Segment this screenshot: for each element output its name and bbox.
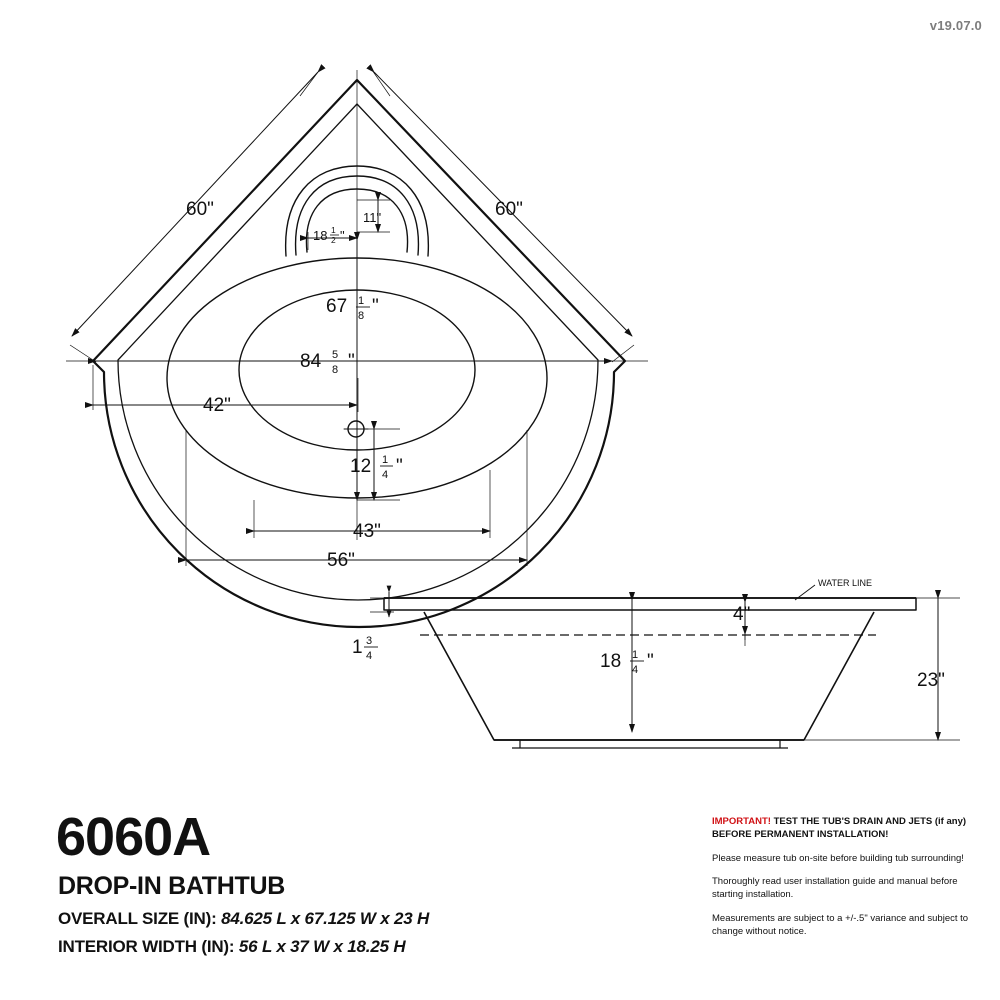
svg-text:3: 3 [366,635,373,647]
interior-width-label: INTERIOR WIDTH (IN): [58,937,235,956]
svg-text:1: 1 [632,649,639,661]
dim-label-11: 11" [363,210,382,225]
model-number: 6060A [56,807,211,867]
svg-text:1: 1 [382,454,389,466]
svg-text:1: 1 [331,225,336,235]
version-label: v19.07.0 [929,18,982,33]
svg-text:": " [647,651,654,672]
dim-label-56: 56" [327,550,355,571]
svg-text:": " [372,296,379,317]
svg-text:4: 4 [632,664,639,676]
svg-text:": " [348,351,355,372]
svg-text:84: 84 [300,351,322,372]
svg-text:": " [396,456,403,477]
important-text: TEST THE TUB'S DRAIN AND JETS (if any) BEFORE PERMANENT INSTALLATION! [712,816,967,840]
tub-rim-slab [384,598,916,610]
dim-label-23: 23" [917,670,945,691]
important-tag: IMPORTANT! [712,816,771,827]
svg-text:67: 67 [326,296,348,317]
notes-block [712,816,982,950]
note-measure: Please measure tub on-site before building tub surrounding! [712,852,964,864]
interior-width-spec [58,937,405,957]
svg-text:8: 8 [358,310,365,322]
note-variance: Measurements are subject to a +/-.5" variance and subject to change without notice. [712,913,969,937]
note-guide: Thoroughly read user installation guide and manual before starting installation. [712,876,958,901]
dim-label-rim [352,635,378,662]
dim-label-right-60: 60" [495,199,523,220]
dim-label-42: 42" [203,395,231,416]
svg-text:1: 1 [352,637,363,658]
svg-text:12: 12 [350,456,372,477]
dim-label-left-60: 60" [186,199,214,220]
interior-width-value: 56 L x 37 W x 18.25 H [238,937,406,956]
dim-label-4: 4" [733,604,751,625]
dim-label-18quarter [600,649,654,676]
overall-size-value: 84.625 L x 67.125 W x 23 H [221,909,430,928]
footer-block [0,807,1000,1000]
water-line-label: WATER LINE [818,578,873,588]
svg-text:4: 4 [366,650,373,662]
svg-text:": " [340,228,345,243]
dim-label-43: 43" [353,521,381,542]
svg-text:1: 1 [358,295,365,307]
svg-text:5: 5 [332,349,339,361]
svg-text:18: 18 [600,651,622,672]
svg-text:8: 8 [332,364,339,376]
svg-text:18: 18 [313,228,328,243]
overall-size-spec [58,909,429,929]
svg-text:4: 4 [382,469,389,481]
svg-text:2: 2 [331,235,336,245]
note-important [712,816,982,842]
product-type: DROP-IN BATHTUB [58,872,285,900]
overall-size-label: OVERALL SIZE (IN): [58,909,217,928]
tub-body-profile [424,612,874,740]
